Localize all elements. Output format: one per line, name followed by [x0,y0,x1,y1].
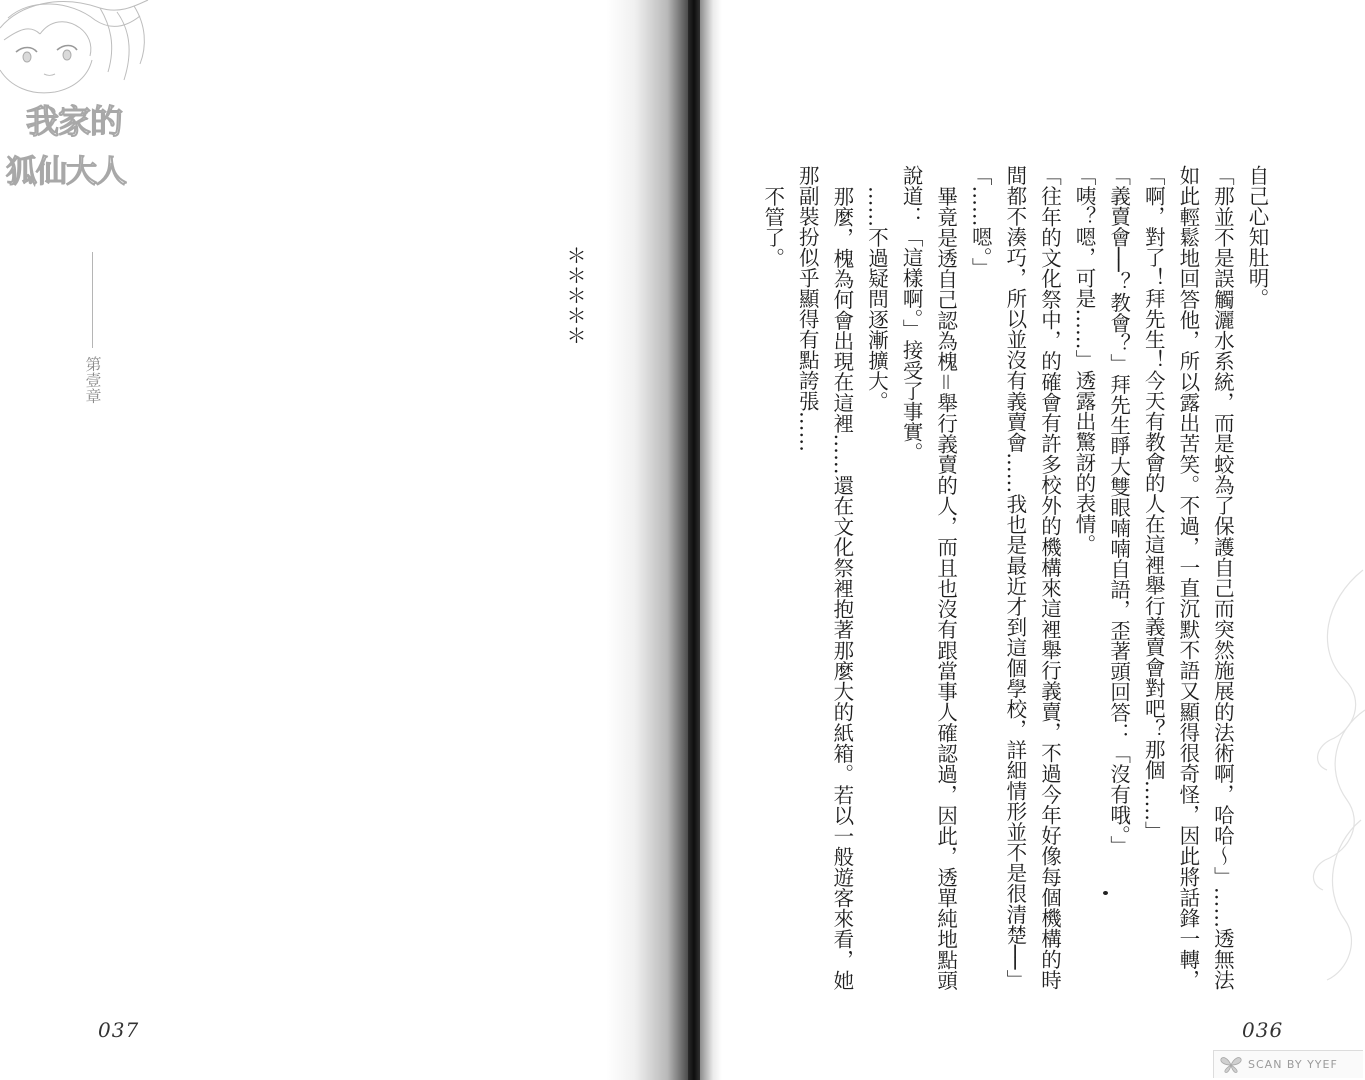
decorative-swirl [1285,560,1365,1020]
text-column: 「那並不是誤觸灑水系統，而是蛟為了保護自己而突然施展的法術啊，哈哈～」……透無法 [1210,165,1235,990]
series-logo-line1: 我家的 [26,102,122,141]
right-page-text [755,165,1274,1025]
series-logo-line2: 狐仙大人 [6,154,126,190]
spine-shadow-left [606,0,688,1080]
text-column: 「往年的文化祭中，的確會有許多校外的機構來這裡舉行義賣，不過今年好像每個機構的時 [1037,165,1062,990]
text-column: 那麼，槐為何會出現在這裡……還在文化祭裡抱著那麼大的紙箱。若以一般遊客來看，她 [829,185,854,990]
text-column: 「啊，對了！拜先生！今天有教會的人在這裡舉行義賣會對吧？那個……」 [1141,165,1166,842]
scan-speck [1103,891,1108,895]
text-column: 說道：「這樣啊。」接受了事實。 [899,165,924,463]
page-number: 036 [1242,1018,1284,1042]
text-column: 畢竟是透自己認為槐＝舉行義賣的人，而且也沒有跟當事人確認過，因此，透單純地點頭 [933,185,958,990]
section-break: ＊＊＊＊＊ [563,245,587,345]
text-column: 自己心知肚明。 [1245,165,1269,309]
text-column: 「……嗯。」 [968,165,993,278]
text-column: 間都不湊巧，所以並沒有義賣會……我也是最近才到這個學校，詳細情形並不是很清楚──」 [1002,165,1027,990]
text-column: 「咦？嗯，可是……」透露出驚訝的表情。 [1072,165,1097,555]
girl-illustration [0,0,150,100]
page-number: 037 [98,1018,140,1042]
text-column: ……不過疑問逐漸擴大。 [864,185,889,411]
text-column: 那副裝扮似乎顯得有點誇張…… [795,165,820,452]
chapter-label: 第壹章 [83,355,102,405]
book-spine [688,0,700,1080]
watermark-text: SCAN BY YYEF [1248,1058,1338,1071]
chapter-rule [92,252,93,348]
butterfly-icon [1220,1056,1242,1074]
text-column: 「義賣會──？教會？」拜先生睜大雙眼喃喃自語，歪著頭回答：「沒有哦。」 [1106,165,1131,856]
text-column: 如此輕鬆地回答他，所以露出苦笑。不過，一直沉默不語又顯得很奇怪，因此將話鋒一轉， [1175,165,1200,990]
spine-shadow-right [700,0,722,1080]
scan-watermark [1213,1050,1363,1078]
text-column: 不管了。 [760,185,785,268]
